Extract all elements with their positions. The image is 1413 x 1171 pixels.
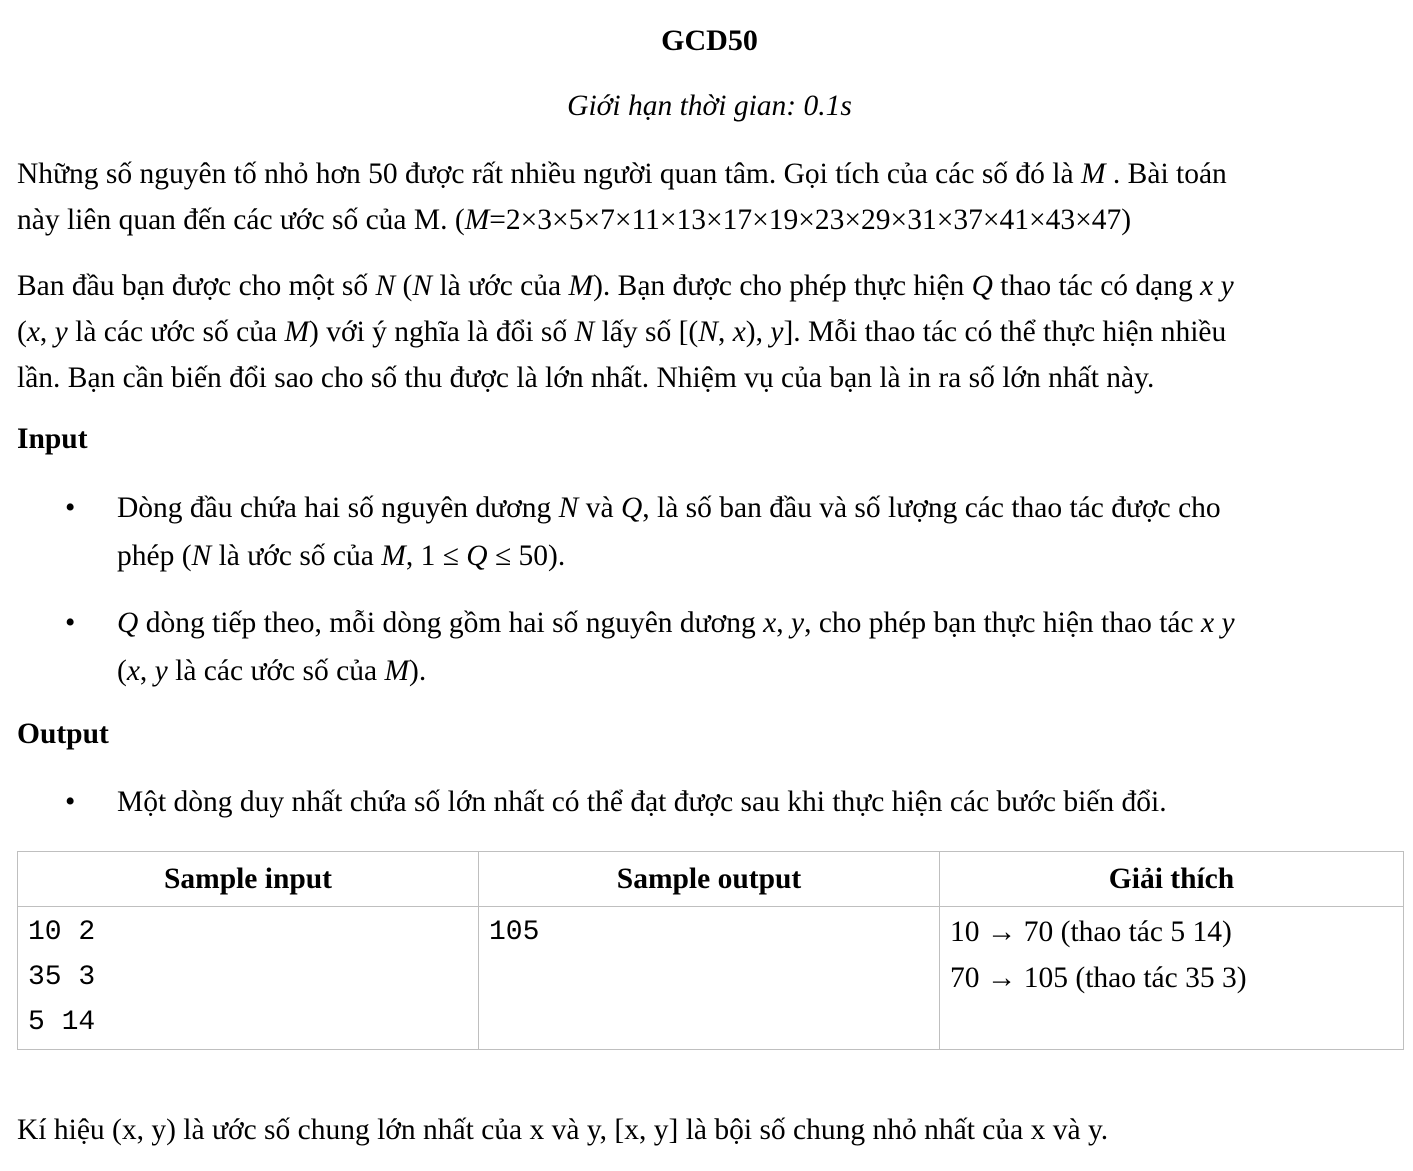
description-line-2 [17,309,1402,355]
text: , là số ban đầu và số lượng các thao tác được cho [642,492,1221,524]
text: lấy số [( [594,316,699,348]
text: , [717,316,733,348]
text: ( [17,316,27,348]
var-Q: Q [466,540,488,572]
text: là các ước số của [167,655,385,687]
text: là ước số của [211,540,382,572]
var-N: N [375,270,396,302]
text: ). [409,655,427,687]
var-x: x [763,607,777,639]
product-formula: =2×3×5×7×11×13×17×19×23×29×31×37×41×43×47) [489,204,1132,236]
intro-text: . Bài toán [1105,158,1227,190]
var-x: x [26,316,40,348]
input-bullet-1-text [117,484,1402,580]
problem-title: GCD50 [661,24,758,57]
var-M: M [284,316,310,348]
output-heading: Output [17,718,109,750]
var-N: N [698,316,718,348]
output-bullet-1 [17,778,1402,826]
text: ( [395,270,413,302]
text: dòng tiếp theo, mỗi dòng gồm hai số nguyên dương [138,607,764,639]
var-N: N [191,540,212,572]
sample-table [17,851,1404,1050]
explanation-line: 70 → 105 (thao tác 35 3) [950,962,1247,994]
text: là ước của [432,270,569,302]
text: và [578,492,621,524]
var-y: y [54,316,68,348]
explanation-line: 10 → 70 (thao tác 5 14) [950,916,1232,948]
bullet-icon: • [65,492,76,524]
text: phép ( [117,540,192,572]
var-N: N [574,316,595,348]
text: , cho phép bạn thực hiện thao tác [804,607,1201,639]
text: là các ước số của [67,316,285,348]
var-N: N [412,270,433,302]
input-bullet-2 [17,599,1402,695]
var-y: y [770,316,784,348]
text: thao tác có dạng [992,270,1201,302]
header-sample-input: Sample input [18,852,479,907]
text: , [776,607,791,639]
intro-text: này liên quan đến các ước số của M. ( [17,204,465,236]
input-bullet-1 [17,484,1402,580]
text: ), [745,316,771,348]
description-line-3: lần. Bạn cần biến đổi sao cho số thu được là lớn nhất. Nhiệm vụ của bạn là in ra số lớn nhất này. [17,362,1155,394]
var-y: y [154,655,168,687]
intro-line-1 [17,151,1402,197]
intro-text: Những số nguyên tố nhỏ hơn 50 được rất nhiều người quan tâm. Gọi tích của các số đó là [17,158,1081,190]
header-explanation: Giải thích [940,852,1404,907]
var-N: N [558,492,579,524]
var-Q: Q [971,270,993,302]
var-M: M [381,540,406,572]
text: ]. Mỗi thao tác có thể thực hiện nhiều [783,316,1227,348]
bullet-icon: • [65,786,76,818]
var-M: M [568,270,594,302]
text: Ban đầu bạn được cho một số [17,270,376,302]
var-M: M [464,204,490,236]
output-bullet-1-text: Một dòng duy nhất chứa số lớn nhất có thể đạt được sau khi thực hiện các bước biến đổi. [117,786,1167,818]
intro-paragraph [17,151,1402,243]
text: , [139,655,155,687]
input-heading: Input [17,423,88,455]
sample-output-cell [479,907,940,1050]
var-M: M [1080,158,1106,190]
text: ≤ 50). [487,540,566,572]
header-sample-output: Sample output [479,852,940,907]
notation-note: Kí hiệu (x, y) là ước số chung lớn nhất của x và y, [x, y] là bội số chung nhỏ nhất của x và y. [17,1114,1109,1146]
var-x: x [732,316,746,348]
input-bullet-2-text [117,599,1402,695]
var-y: y [790,607,805,639]
sample-input-line: 10 2 [28,917,96,948]
sample-input-line: 35 3 [28,962,96,993]
text: ). Bạn được cho phép thực hiện [593,270,972,302]
explanation-cell [940,907,1404,1050]
text: , 1 ≤ [405,540,467,572]
var-xy: x y [1200,270,1234,302]
sample-input-line: 5 14 [28,1007,96,1038]
text: , [39,316,55,348]
text: ( [117,655,127,687]
description-line-1 [17,263,1402,309]
text: Dòng đầu chứa hai số nguyên dương [117,492,559,524]
sample-input-cell [18,907,479,1050]
time-limit: Giới hạn thời gian: 0.1s [567,90,852,122]
var-M: M [384,655,410,687]
var-xy: x y [1200,607,1235,639]
var-Q: Q [117,607,139,639]
description-paragraph [17,263,1402,401]
var-x: x [126,655,140,687]
table-header-row [18,852,1404,907]
table-row [18,907,1404,1050]
bullet-icon: • [65,607,76,639]
text: ) với ý nghĩa là đổi số [309,316,575,348]
intro-line-2 [17,197,1402,243]
sample-output-line: 105 [489,917,540,948]
var-Q: Q [620,492,643,524]
